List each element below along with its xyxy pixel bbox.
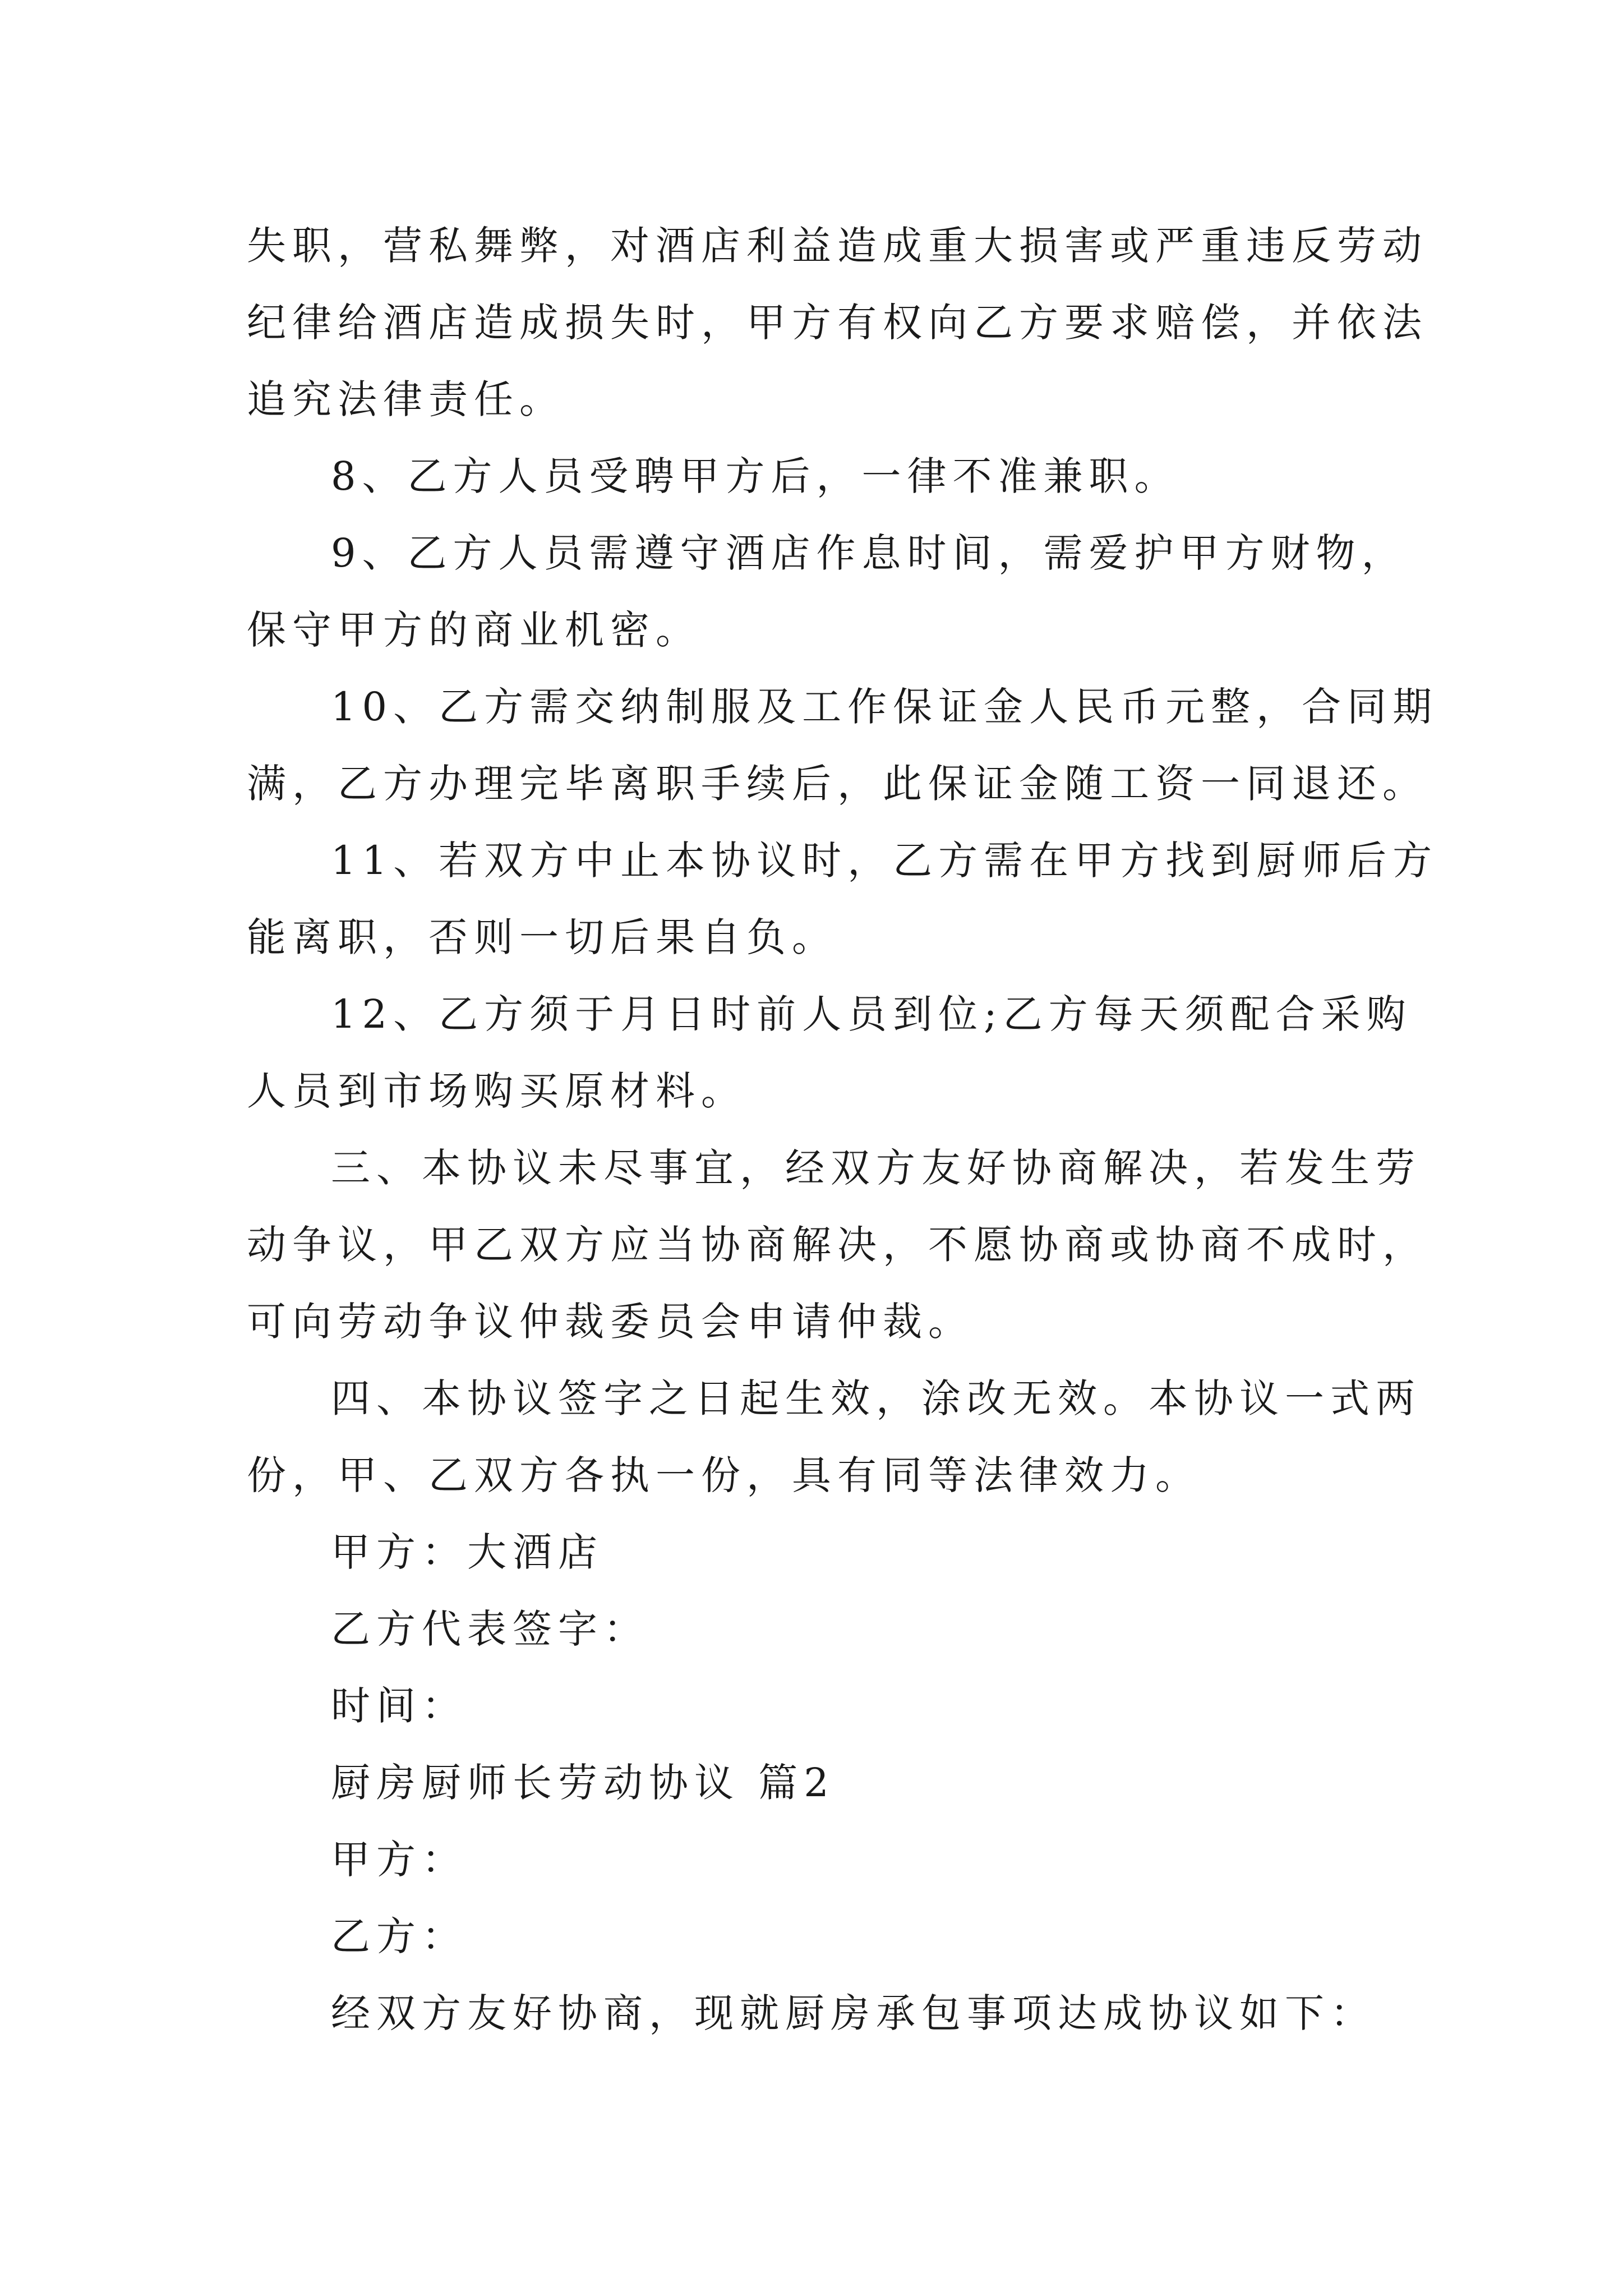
- body-line: 份，甲、乙双方各执一份，具有同等法律效力。: [247, 1452, 1201, 1498]
- party-b-signature-line: 乙方代表签字：: [331, 1606, 649, 1652]
- intro-line: 经双方友好协商，现就厨房承包事项达成协议如下：: [331, 1990, 1376, 2036]
- clause-12: 12、乙方须于月日时前人员到位;乙方每天须配合采购: [331, 991, 1412, 1037]
- body-line: 能离职，否则一切后果自负。: [247, 914, 837, 960]
- party-a-line: 甲方：: [331, 1837, 467, 1883]
- section-title: 厨房厨师长劳动协议 篇2: [331, 1760, 835, 1806]
- party-b-line: 乙方：: [331, 1913, 467, 1959]
- body-line: 可向劳动争议仲裁委员会申请仲裁。: [247, 1299, 974, 1345]
- body-line: 纪律给酒店造成损失时，甲方有权向乙方要求赔偿，并依法: [247, 300, 1428, 346]
- document-body: [247, 208, 1438, 2052]
- body-line: 动争议，甲乙双方应当协商解决，不愿协商或协商不成时，: [247, 1222, 1428, 1268]
- body-line: 人员到市场购买原材料。: [247, 1068, 746, 1114]
- body-line: 保守甲方的商业机密。: [247, 607, 701, 653]
- body-line: 追究法律责任。: [247, 376, 565, 422]
- body-line: 满，乙方办理完毕离职手续后，此保证金随工资一同退还。: [247, 761, 1428, 807]
- section-3: 三、本协议未尽事宜，经双方友好协商解决，若发生劳: [331, 1145, 1421, 1191]
- clause-9: 9、乙方人员需遵守酒店作息时间，需爱护甲方财物，: [331, 530, 1407, 576]
- party-a-signature-line: 甲方：大酒店: [331, 1529, 603, 1575]
- date-line: 时间：: [331, 1683, 467, 1729]
- clause-8: 8、乙方人员受聘甲方后，一律不准兼职。: [331, 453, 1180, 499]
- section-4: 四、本协议签字之日起生效，涂改无效。本协议一式两: [331, 1375, 1421, 1421]
- clause-11: 11、若双方中止本协议时，乙方需在甲方找到厨师后方: [331, 838, 1438, 884]
- body-line: 失职，营私舞弊，对酒店利益造成重大损害或严重违反劳动: [247, 223, 1428, 269]
- clause-10: 10、乙方需交纳制服及工作保证金人民币元整，合同期: [331, 684, 1438, 730]
